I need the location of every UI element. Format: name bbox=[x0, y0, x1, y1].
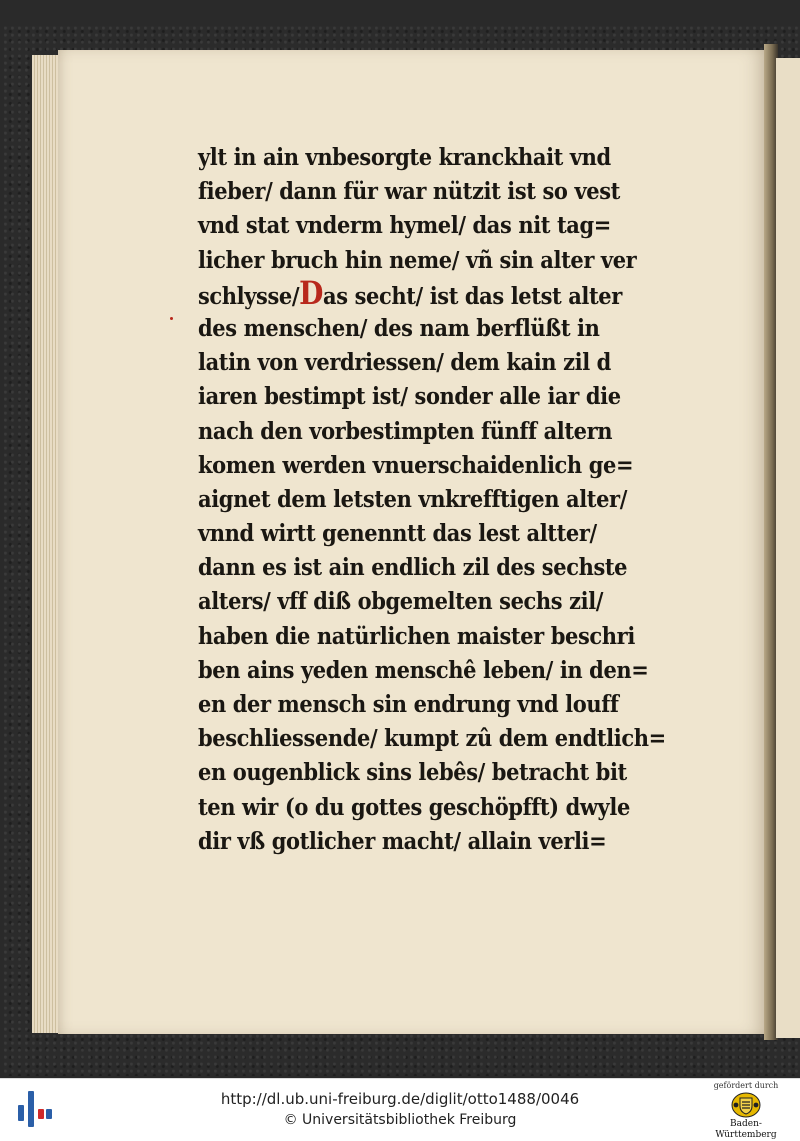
text-line: vnd stat vnderm hymel/ das nit tag= bbox=[198, 210, 611, 239]
text-line: dir vß gotlicher macht/ allain verli= bbox=[198, 826, 607, 855]
text-line: des menschen/ des nam berflüßt in bbox=[198, 313, 600, 342]
text-line: ylt in ain vnbesorgte kranckhait vnd bbox=[198, 142, 611, 171]
page-text bbox=[198, 140, 666, 858]
text-line: iaren bestimpt ist/ sonder alle iar die bbox=[198, 381, 621, 410]
text-line: vnnd wirtt genenntt das lest altter/ bbox=[198, 518, 597, 547]
sponsor-label: gefördert durch bbox=[713, 1081, 779, 1090]
text-line: ten wir (o du gottes geschöpfft) dwyle bbox=[198, 791, 630, 820]
text-line: fieber/ dann für war nützit ist so vest bbox=[198, 176, 620, 205]
text-line: haben die natürlichen maister beschri bbox=[198, 621, 635, 650]
text-line: licher bruch hin neme/ vñ sin alter ver bbox=[198, 244, 637, 273]
text-line: komen werden vnuerschaidenlich ge= bbox=[198, 450, 634, 479]
text-line: dann es ist ain endlich zil des sechste bbox=[198, 552, 628, 581]
text-line-start: schlysse/ bbox=[198, 281, 300, 310]
rubricated-initial: D bbox=[299, 274, 324, 312]
footer-bar bbox=[0, 1078, 800, 1140]
sponsor-name: Baden-Württemberg bbox=[715, 1119, 777, 1140]
facing-page-edge bbox=[776, 58, 800, 1038]
baden-wuerttemberg-crest-icon bbox=[731, 1092, 761, 1118]
text-line: beschliessende/ kumpt zû dem endtlich= bbox=[198, 723, 666, 752]
margin-mark bbox=[170, 317, 173, 320]
text-line: nach den vorbestimpten fünff altern bbox=[198, 415, 613, 444]
sponsor-badge bbox=[700, 1081, 792, 1140]
text-line: ben ains yeden menschê leben/ in den= bbox=[198, 655, 649, 684]
text-line bbox=[198, 275, 660, 313]
text-line: alters/ vff diß obgemelten sechs zil/ bbox=[198, 586, 604, 615]
copyright-notice: © Universitätsbibliothek Freiburg bbox=[283, 1112, 517, 1128]
text-line: en der mensch sin endrung vnd louff bbox=[198, 689, 619, 718]
permalink-url[interactable]: http://dl.ub.uni-freiburg.de/diglit/otto1488/0046 bbox=[220, 1090, 580, 1108]
text-line-end: as secht/ ist das letst alter bbox=[323, 281, 622, 310]
text-line: aignet dem letsten vnkrefftigen alter/ bbox=[198, 484, 627, 513]
text-line: latin von verdriessen/ dem kain zil d bbox=[198, 347, 611, 376]
text-line: en ougenblick sins lebês/ betracht bit bbox=[198, 757, 627, 786]
